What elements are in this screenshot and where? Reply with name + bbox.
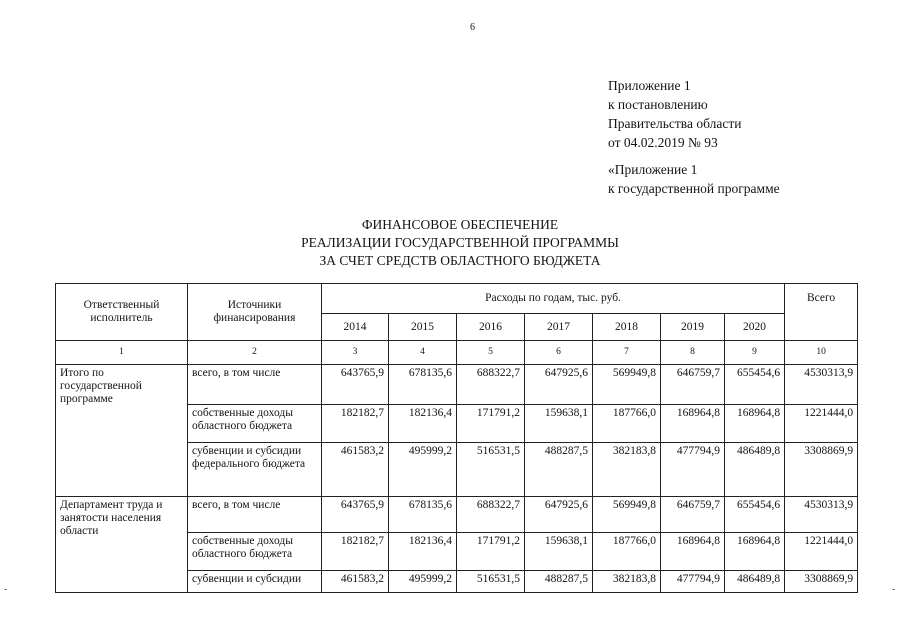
value-cell: 516531,5 [457,571,525,593]
value-cell: 688322,7 [457,365,525,405]
appendix-line: «Приложение 1 [608,162,698,177]
header-year: 2015 [389,314,457,341]
header-year: 2019 [661,314,725,341]
source-cell: всего, в том числе [188,365,322,405]
title-line: ЗА СЧЕТ СРЕДСТВ ОБЛАСТНОГО БЮДЖЕТА [319,253,601,268]
value-cell: 569949,8 [593,365,661,405]
value-cell: 488287,5 [525,443,593,497]
column-number: 4 [389,341,457,365]
value-cell: 382183,8 [593,571,661,593]
value-cell: 182182,7 [322,405,389,443]
column-number: 6 [525,341,593,365]
column-number: 2 [188,341,322,365]
value-cell: 647925,6 [525,497,593,533]
table-row [56,497,858,533]
value-cell: 159638,1 [525,533,593,571]
value-cell: 655454,6 [725,365,785,405]
column-number: 7 [593,341,661,365]
header-year: 2017 [525,314,593,341]
value-cell: 477794,9 [661,571,725,593]
source-cell: всего, в том числе [188,497,322,533]
value-cell: 678135,6 [389,365,457,405]
column-number: 10 [785,341,858,365]
total-cell: 3308869,9 [785,571,858,593]
header-year: 2018 [593,314,661,341]
value-cell: 646759,7 [661,497,725,533]
header-row [56,284,858,314]
value-cell: 159638,1 [525,405,593,443]
value-cell: 382183,8 [593,443,661,497]
header-source: Источники финансирования [188,284,322,341]
appendix-block-decree [608,76,741,152]
value-cell: 477794,9 [661,443,725,497]
executor-cell: Департамент труда и занятости населения области [56,497,188,593]
value-cell: 646759,7 [661,365,725,405]
header-year: 2014 [322,314,389,341]
header-executor: Ответственный исполнитель [56,284,188,341]
table-row [56,365,858,405]
value-cell: 495999,2 [389,443,457,497]
total-cell: 1221444,0 [785,533,858,571]
column-number: 5 [457,341,525,365]
scan-edge-mark: - [4,584,8,595]
page-number: 6 [470,22,475,33]
column-number: 8 [661,341,725,365]
appendix-line: Приложение 1 [608,78,691,93]
header-total: Всего [785,284,858,341]
value-cell: 182136,4 [389,533,457,571]
value-cell: 678135,6 [389,497,457,533]
value-cell: 461583,2 [322,571,389,593]
source-cell: собственные доходы областного бюджета [188,533,322,571]
value-cell: 495999,2 [389,571,457,593]
value-cell: 168964,8 [725,405,785,443]
column-number: 3 [322,341,389,365]
total-cell: 1221444,0 [785,405,858,443]
appendix-line: Правительства области [608,116,742,131]
total-cell: 4530313,9 [785,497,858,533]
value-cell: 461583,2 [322,443,389,497]
document-title [200,216,720,270]
total-cell: 4530313,9 [785,365,858,405]
header-year: 2020 [725,314,785,341]
column-number-row [56,341,858,365]
title-line: ФИНАНСОВОЕ ОБЕСПЕЧЕНИЕ [361,217,559,232]
source-cell: субвенции и субсидии [188,571,322,593]
appendix-block-program [608,160,780,198]
column-number: 9 [725,341,785,365]
value-cell: 187766,0 [593,533,661,571]
appendix-line: к государственной программе [608,181,780,196]
appendix-line: от 04.02.2019 № 93 [608,135,718,150]
value-cell: 182136,4 [389,405,457,443]
financing-table [55,283,858,593]
header-expenses: Расходы по годам, тыс. руб. [322,284,785,314]
value-cell: 655454,6 [725,497,785,533]
value-cell: 516531,5 [457,443,525,497]
header-year: 2016 [457,314,525,341]
value-cell: 486489,8 [725,443,785,497]
value-cell: 182182,7 [322,533,389,571]
value-cell: 187766,0 [593,405,661,443]
source-cell: собственные доходы областного бюджета [188,405,322,443]
value-cell: 171791,2 [457,405,525,443]
value-cell: 171791,2 [457,533,525,571]
scan-edge-mark: - [892,584,896,595]
column-number: 1 [56,341,188,365]
value-cell: 168964,8 [661,405,725,443]
value-cell: 688322,7 [457,497,525,533]
executor-cell: Итого по государственной программе [56,365,188,497]
source-cell: субвенции и субсидии федерального бюджета [188,443,322,497]
value-cell: 643765,9 [322,497,389,533]
value-cell: 486489,8 [725,571,785,593]
value-cell: 168964,8 [725,533,785,571]
value-cell: 643765,9 [322,365,389,405]
value-cell: 168964,8 [661,533,725,571]
value-cell: 647925,6 [525,365,593,405]
total-cell: 3308869,9 [785,443,858,497]
value-cell: 569949,8 [593,497,661,533]
appendix-line: к постановлению [608,97,708,112]
title-line: РЕАЛИЗАЦИИ ГОСУДАРСТВЕННОЙ ПРОГРАММЫ [301,235,619,250]
value-cell: 488287,5 [525,571,593,593]
